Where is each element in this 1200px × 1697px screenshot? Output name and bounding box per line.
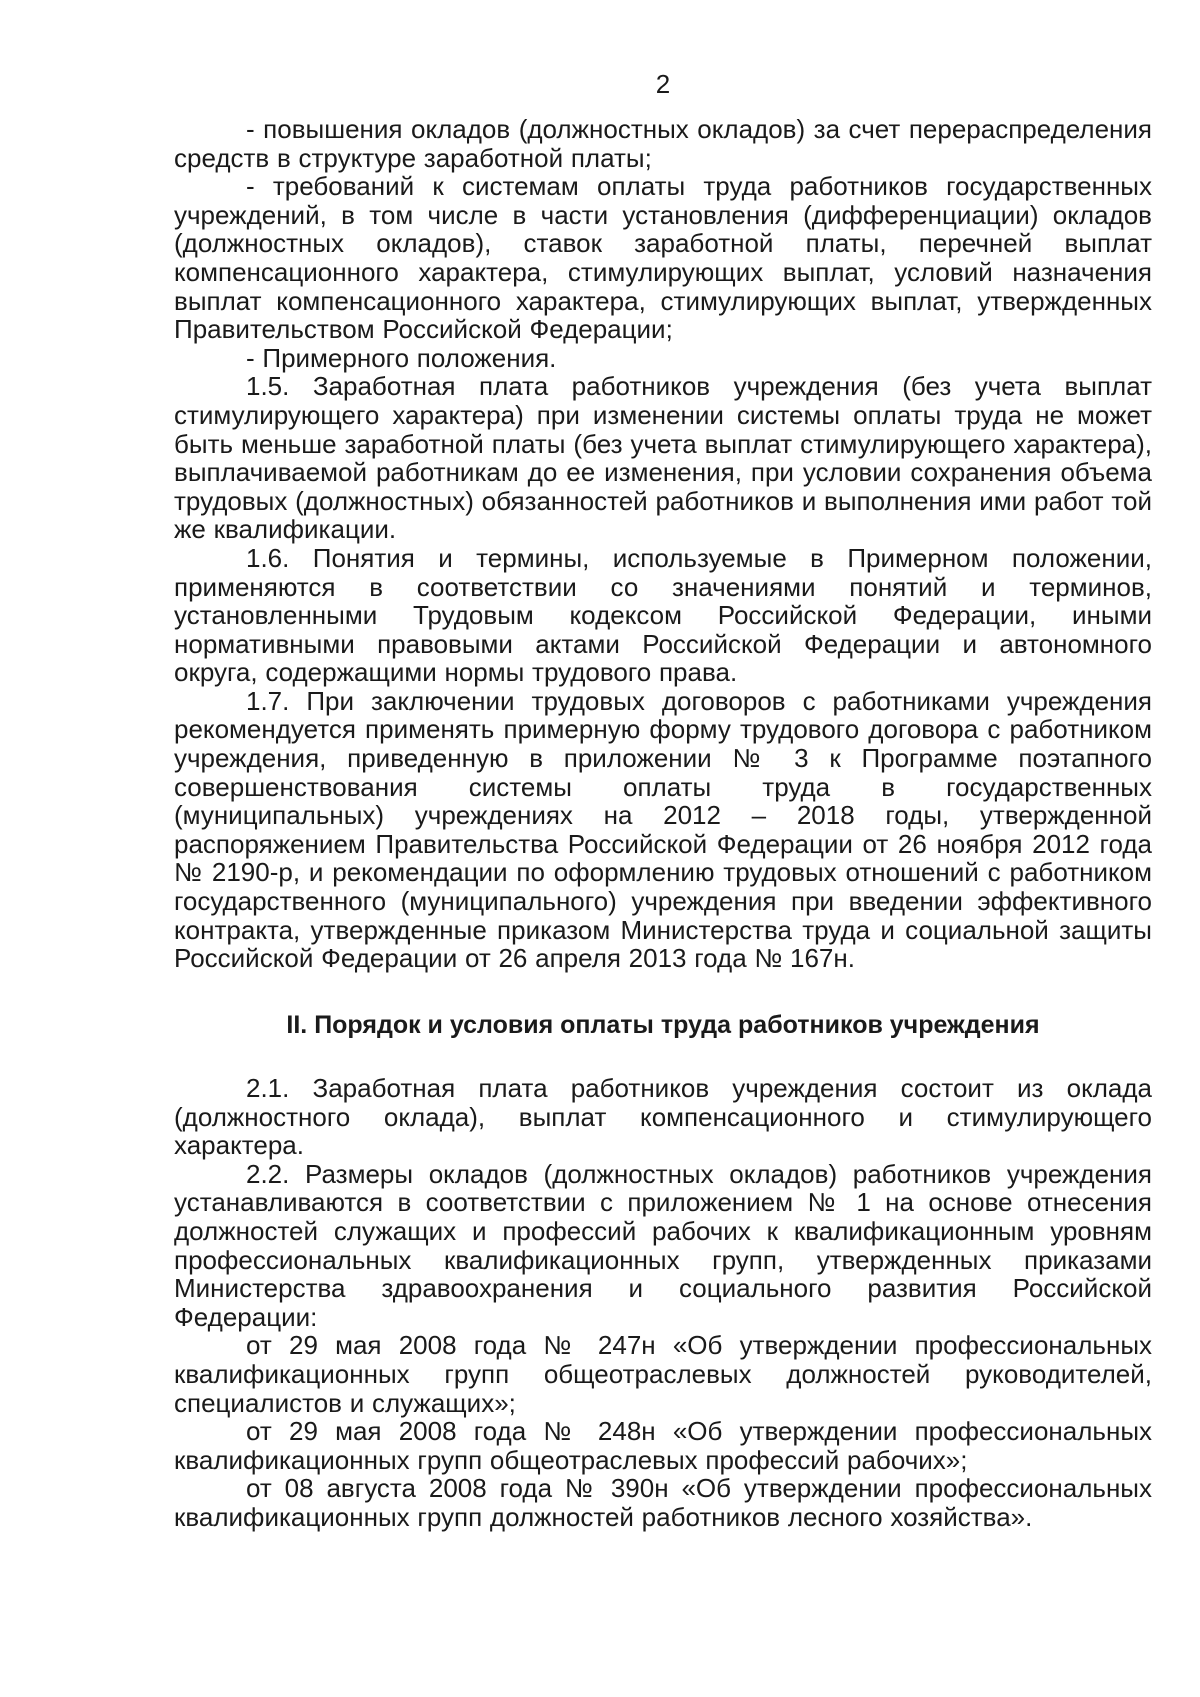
section-2-heading-block [174, 1011, 1152, 1039]
page-number: 2 [655, 69, 671, 99]
paragraph-2-1: 2.1. Заработная плата работников учреждения состоит из оклада (должностного оклада), выплат компенсационного и стимулирующего характера. [174, 1073, 1152, 1161]
paragraph: - требований к системам оплаты труда работников государственных учреждений, в том числе в части установления (дифференциации) окладов (должностных окладов), ставок заработной платы, перечней выплат компенсационного характера, стимулирующих выплат, условий назначения выплат компенсационного характера, стимулирующих выплат, утвержденных Правительством Российской Федерации; [174, 171, 1152, 345]
paragraph-1-6: 1.6. Понятия и термины, используемые в Примерном положении, применяются в соответствии со значениями понятий и терминов, установленными Трудовым кодексом Российской Федерации, иными нормативными правовыми актами Российской Федерации и автономного округа, содержащими нормы трудового права. [174, 542, 1152, 688]
section-1-continuation [174, 115, 1152, 973]
section-2 [174, 1074, 1152, 1532]
paragraph-1-7: 1.7. При заключении трудовых договоров с работниками учреждения рекомендуется применять примерную форму трудового договора с работником учреждения, приведенную в приложении № 3 к Программе поэтапного совершенствования системы оплаты труда в государственных (муниципальных) учреждениях на 2012 – 2018 годы, утвержденной распоряжением Правительства Российской Федерации от 26 ноября 2012 года № 2190-р, и рекомендации по оформлению трудовых отношений с работником государственного (муниципального) учреждения при введении эффективного контракта, утвержденные приказом Министерства труда и социальной защиты Российской Федерации от 26 апреля 2013 года № 167н. [174, 685, 1152, 974]
paragraph: - повышения окладов (должностных окладов) за счет перераспределения средств в структуре заработной платы; [174, 114, 1152, 173]
list-item: от 29 мая 2008 года № 247н «Об утверждении профессиональных квалификационных групп общеотраслевых должностей руководителей, специалистов и служащих»; [174, 1330, 1152, 1418]
list-item: от 08 августа 2008 года № 390н «Об утверждении профессиональных квалификационных групп должностей работников лесного хозяйства». [174, 1473, 1152, 1532]
list-item: от 29 мая 2008 года № 248н «Об утверждении профессиональных квалификационных групп общеотраслевых профессий рабочих»; [174, 1416, 1152, 1475]
paragraph: - Примерного положения. [246, 342, 557, 373]
paragraph-2-2: 2.2. Размеры окладов (должностных окладов) работников учреждения устанавливаются в соответствии с приложением № 1 на основе отнесения должностей служащих и профессий рабочих к квалификационным уровням профессиональных квалификационных групп, утвержденных приказами Министерства здравоохранения и социального развития Российской Федерации: [174, 1158, 1152, 1332]
paragraph-1-5: 1.5. Заработная плата работников учреждения (без учета выплат стимулирующего характера) при изменении системы оплаты труда не может быть меньше заработной платы (без учета выплат стимулирующего характера), выплачиваемой работникам до ее изменения, при условии сохранения объема трудовых (должностных) обязанностей работников и выполнения ими работ той же квалификации. [174, 371, 1152, 545]
section-heading: II. Порядок и условия оплаты труда работников учреждения [286, 1011, 1040, 1039]
